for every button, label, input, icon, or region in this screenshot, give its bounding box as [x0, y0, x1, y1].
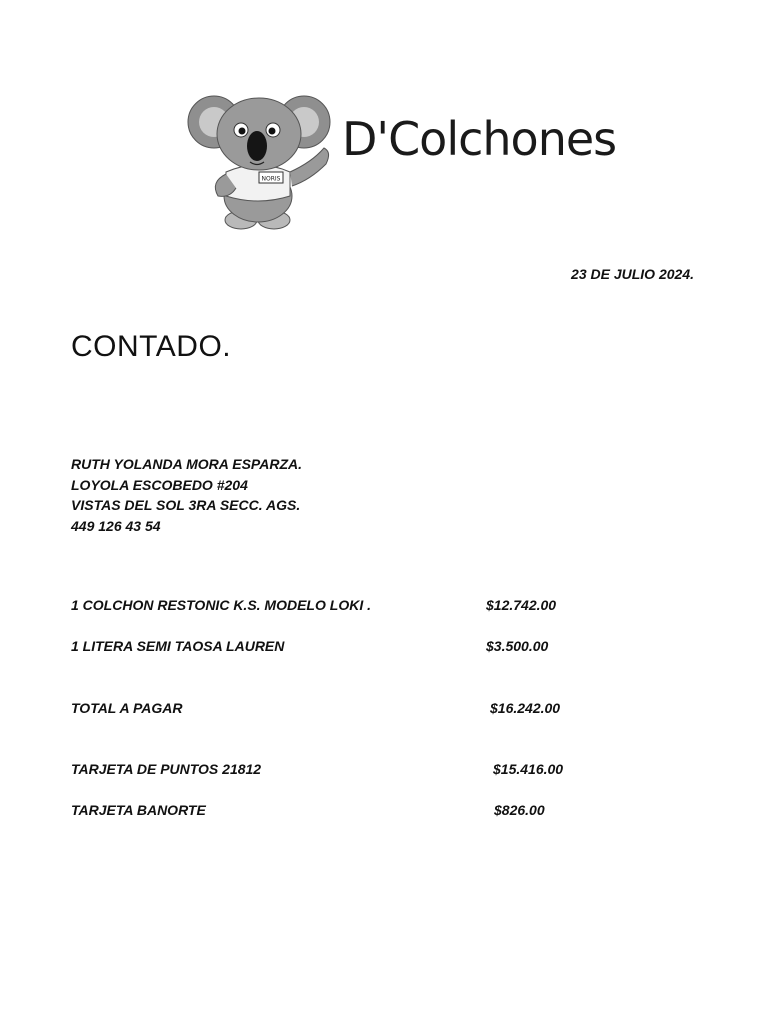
item-description: 1 COLCHON RESTONIC K.S. MODELO LOKI .: [71, 597, 371, 613]
total-amount: $16.242.00: [490, 700, 561, 716]
koala-mascot-icon: [186, 92, 336, 234]
payment-amount: $15.416.00: [493, 761, 564, 777]
brand-wordmark: D'Colchones: [342, 112, 617, 166]
payment-amount: $826.00: [494, 802, 545, 818]
customer-block: [71, 454, 302, 536]
payment-type-title: CONTADO.: [71, 330, 232, 363]
item-amount: $12.742.00: [486, 597, 557, 613]
payment-label: TARJETA DE PUNTOS 21812: [71, 761, 262, 777]
item-description: 1 LITERA SEMI TAOSA LAUREN: [71, 638, 285, 654]
mascot-badge-text: NORIS: [261, 175, 281, 183]
document-date: 23 DE JULIO 2024.: [571, 266, 694, 282]
customer-address-line2: VISTAS DEL SOL 3RA SECC. AGS.: [71, 497, 301, 513]
customer-name: RUTH YOLANDA MORA ESPARZA.: [71, 456, 302, 472]
item-amount: $3.500.00: [486, 638, 549, 654]
customer-phone: 449 126 43 54: [71, 517, 161, 534]
company-logo: [186, 92, 617, 234]
customer-address-line1: LOYOLA ESCOBEDO #204: [71, 476, 248, 493]
payment-label: TARJETA BANORTE: [71, 802, 206, 818]
total-label: TOTAL A PAGAR: [71, 700, 183, 716]
